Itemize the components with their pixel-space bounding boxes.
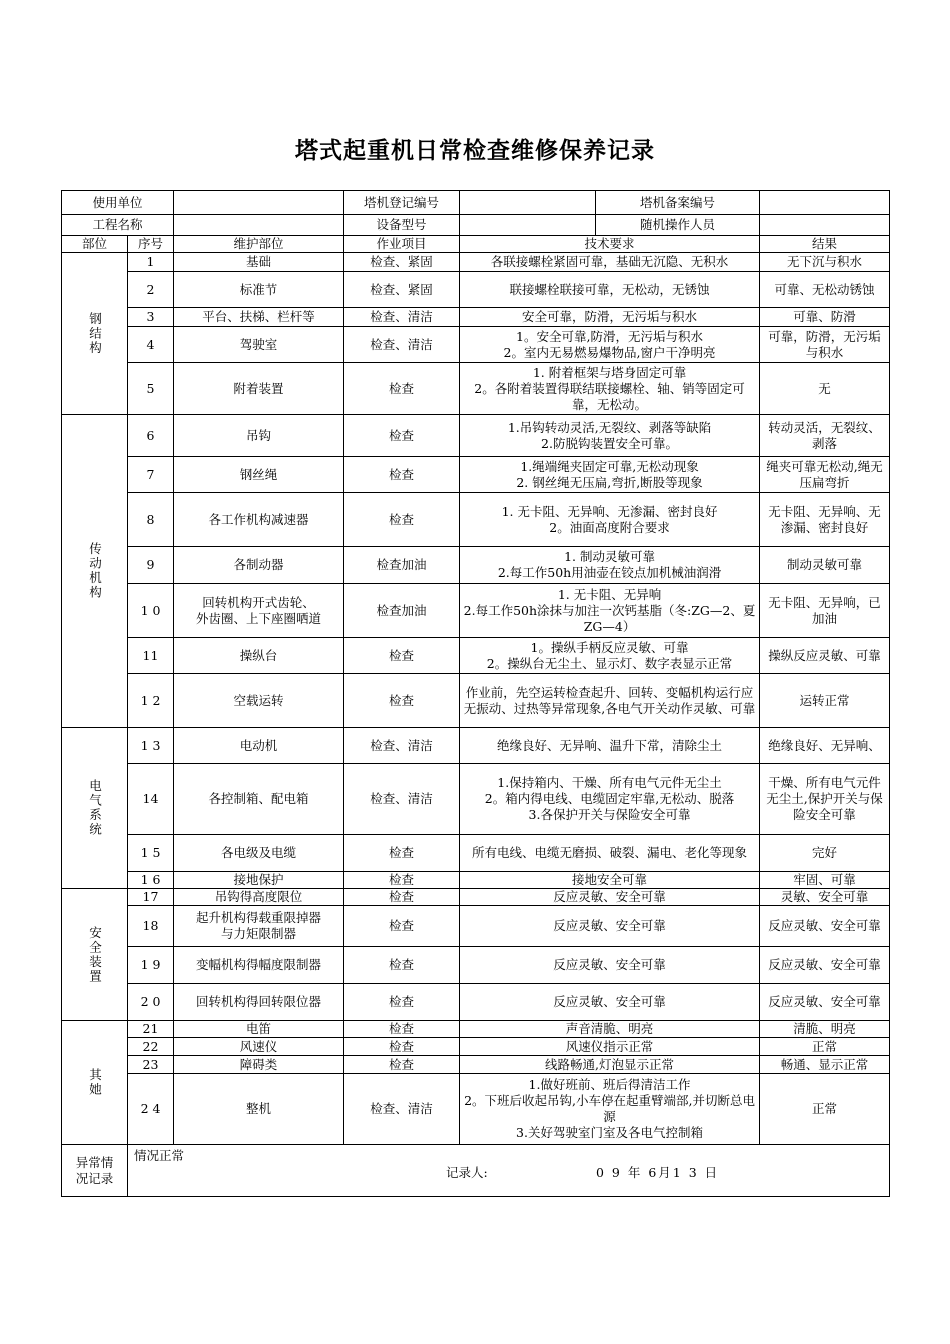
row-job: 检查 — [344, 947, 460, 984]
row-no: 2 4 — [128, 1074, 174, 1145]
row-req: 1。操纵手柄反应灵敏、可靠 — [530, 639, 689, 655]
row-no: 2 0 — [128, 984, 174, 1021]
row-result: 可靠，防滑，无污垢与积水 — [768, 328, 881, 360]
row-no: 11 — [128, 638, 174, 674]
row-result: 牢固、可靠 — [793, 872, 856, 887]
row-part: 吊钩 — [246, 427, 272, 443]
row-job: 检查、清洁 — [344, 728, 460, 764]
row-part: 钢丝绳 — [239, 466, 278, 482]
row-req: 2。油面高度附合要求 — [549, 519, 670, 535]
row-result: 正常 — [812, 1101, 838, 1116]
row-part: 整机 — [246, 1101, 272, 1116]
row-req: 声音清脆、明亮 — [565, 1021, 654, 1036]
row-req: 3.关好驾驶室门室及各电气控制箱 — [516, 1125, 703, 1140]
row-req: 反应灵敏、安全可靠 — [553, 889, 666, 904]
row-req: 2.每工作50h用油壶在铰点加机械油润滑 — [497, 565, 722, 580]
row-part: 外齿圈、上下座圈哂道 — [196, 610, 322, 626]
row-part: 吊钩得高度限位 — [214, 889, 303, 904]
row-no: 5 — [128, 363, 174, 415]
row-part: 与力矩限制器 — [221, 926, 297, 941]
row-req: 所有电线、电缆无磨损、破裂、漏电、老化等现象 — [472, 845, 748, 860]
row-result: 干燥、所有电气元件无尘土,保护开关与保险安全可靠 — [766, 775, 883, 822]
row-part: 各制动器 — [233, 557, 284, 572]
row-no: 8 — [128, 493, 174, 547]
row-part: 驾驶室 — [239, 336, 278, 352]
row-part: 平台、扶梯、栏杆等 — [202, 309, 315, 324]
row-job: 检查 — [344, 1038, 460, 1056]
row-req: 2。下班后收起吊钩,小车停在起重臂端部,并切断总电源 — [464, 1093, 755, 1124]
row-part: 各工作机构减速器 — [208, 511, 309, 527]
row-part: 变幅机构得幅度限制器 — [196, 957, 322, 972]
row-part: 基础 — [246, 254, 272, 269]
filing-no-label: 塔机备案编号 — [640, 195, 716, 210]
row-no: 1 5 — [128, 835, 174, 872]
recorder-label: 记录人: — [446, 1164, 488, 1180]
row-job: 检查 — [344, 363, 460, 415]
maintenance-record-table — [61, 190, 890, 1197]
row-result: 反应灵敏、安全可靠 — [768, 918, 881, 933]
row-no: 6 — [128, 415, 174, 457]
row-result: 无卡阻、无异响、无渗漏、密封良好 — [768, 503, 881, 535]
row-job: 检查、清洁 — [344, 327, 460, 363]
row-req: 1。安全可靠,防滑，无污垢与积水 — [516, 328, 703, 344]
table-row — [62, 1074, 890, 1145]
row-part: 风速仪 — [239, 1038, 278, 1054]
row-req: 3.各保护开关与保险安全可靠 — [528, 807, 691, 822]
row-req: 作业前，先空运转检查起升、回转、变幅机构运行应无振动、过热等异常现象,各电气开关动作灵敏、可靠 — [463, 684, 756, 716]
row-part: 各控制箱、配电箱 — [208, 791, 309, 806]
row-no: 23 — [128, 1056, 174, 1074]
row-job: 检查加油 — [344, 584, 460, 638]
row-req: 1.绳端绳夹固定可靠,无松动现象 — [520, 458, 699, 474]
row-req: 接地安全可靠 — [572, 872, 648, 887]
row-no: 1 0 — [128, 584, 174, 638]
table-row — [62, 415, 890, 457]
row-no: 4 — [128, 327, 174, 363]
row-no: 22 — [128, 1038, 174, 1056]
row-no: 14 — [128, 764, 174, 835]
table-row — [62, 1056, 890, 1074]
operator-value[interactable] — [760, 215, 890, 236]
row-no: 3 — [128, 308, 174, 327]
row-no: 9 — [128, 547, 174, 584]
row-no: 1 2 — [128, 674, 174, 728]
row-job: 检查、清洁 — [344, 1074, 460, 1145]
table-row — [62, 638, 890, 674]
row-req: 1.做好班前、班后得清洁工作 — [528, 1077, 691, 1092]
table-row — [62, 272, 890, 308]
row-result: 反应灵敏、安全可靠 — [768, 957, 881, 972]
section-electrical: 电气系统 — [62, 728, 128, 889]
row-job: 检查 — [344, 415, 460, 457]
row-part: 各电级及电缆 — [221, 845, 297, 860]
unit-label: 使用单位 — [62, 191, 174, 215]
row-result: 畅通、显示正常 — [780, 1056, 869, 1072]
header-job: 作业项目 — [344, 236, 460, 253]
row-result: 运转正常 — [799, 692, 850, 708]
abnormal-status[interactable]: 情况正常 — [134, 1147, 185, 1163]
row-no: 18 — [128, 906, 174, 947]
header-no: 序号 — [128, 236, 174, 253]
row-no: 1 6 — [128, 872, 174, 889]
row-part: 电笛 — [246, 1021, 272, 1036]
row-part: 附着装置 — [233, 380, 284, 396]
section-other: 其她 — [62, 1021, 128, 1145]
row-req: 2。室内无易燃易爆物品,窗户干净明亮 — [503, 344, 716, 360]
table-row — [62, 457, 890, 493]
operator-label: 随机操作人员 — [640, 217, 716, 232]
row-req: 2.防脱钩装置安全可靠。 — [541, 435, 678, 451]
row-result: 可靠、无松动锈蚀 — [774, 281, 875, 297]
row-result: 绝缘良好、无异响、 — [768, 737, 881, 753]
table-row — [62, 906, 890, 947]
row-req: 1. 附着框架与塔身固定可靠 — [532, 364, 687, 380]
reg-no-value[interactable] — [460, 191, 596, 214]
row-job: 检查 — [344, 638, 460, 674]
row-req: 2。各附着装置得联结联接螺栓、轴、销等固定可靠，无松动。 — [474, 380, 745, 412]
project-value[interactable] — [174, 215, 344, 236]
row-req: 1.保持箱内、干燥、所有电气元件无尘土 — [497, 775, 722, 790]
row-job: 检查 — [344, 1056, 460, 1074]
row-job: 检查 — [344, 674, 460, 728]
row-result: 灵敏、安全可靠 — [780, 889, 869, 904]
row-job: 检查 — [344, 889, 460, 906]
row-result: 绳夹可靠无松动,绳无压扁弯折 — [766, 458, 883, 490]
row-req: 绝缘良好、无异响、温升下常，清除尘土 — [497, 737, 723, 753]
row-job: 检查 — [344, 984, 460, 1021]
row-part: 回转机构开式齿轮、 — [202, 594, 315, 610]
row-job: 检查、清洁 — [344, 308, 460, 327]
table-row — [62, 872, 890, 889]
table-row — [62, 1038, 890, 1056]
header-part: 维护部位 — [174, 236, 344, 253]
row-job: 检查 — [344, 1021, 460, 1038]
page-title: 塔式起重机日常检查维修保养记录 — [295, 138, 655, 164]
table-row — [62, 947, 890, 984]
table-row — [62, 728, 890, 764]
section-transmission: 传动机构 — [62, 415, 128, 728]
row-part: 回转机构得回转限位器 — [196, 994, 322, 1009]
header-req: 技术要求 — [460, 236, 760, 253]
model-value[interactable] — [460, 215, 596, 235]
section-steel: 钢结构 — [62, 253, 128, 415]
row-job: 检查加油 — [344, 547, 460, 584]
footer-row — [62, 1145, 890, 1197]
row-result: 制动灵敏可靠 — [787, 557, 863, 572]
row-req: 风速仪指示正常 — [565, 1038, 654, 1054]
row-req: 1. 无卡阻、无异响、无渗漏、密封良好 — [501, 503, 718, 519]
table-row — [62, 584, 890, 638]
row-part: 起升机构得载重限掉器 — [196, 910, 322, 925]
row-req: 1.吊钩转动灵活,无裂纹、剥落等缺陷 — [507, 419, 712, 435]
row-job: 检查 — [344, 835, 460, 872]
row-part: 操纵台 — [239, 647, 278, 663]
model-label: 设备型号 — [344, 215, 460, 236]
table-row — [62, 1021, 890, 1038]
row-req: 反应灵敏、安全可靠 — [553, 918, 666, 933]
header-row — [62, 236, 890, 253]
row-part: 接地保护 — [233, 872, 284, 887]
table-row — [62, 984, 890, 1021]
table-row — [62, 547, 890, 584]
row-part: 标准节 — [239, 281, 278, 297]
table-row — [62, 889, 890, 906]
row-no: 1 3 — [128, 728, 174, 764]
row-no: 2 — [128, 272, 174, 308]
filing-no-value[interactable] — [760, 191, 890, 215]
row-job: 检查 — [344, 457, 460, 493]
row-part: 空载运转 — [233, 692, 284, 708]
row-job: 检查、紧固 — [344, 272, 460, 308]
row-result: 转动灵活，无裂纹、剥落 — [768, 419, 881, 451]
table-row — [62, 308, 890, 327]
project-label: 工程名称 — [62, 215, 174, 236]
row-no: 1 9 — [128, 947, 174, 984]
row-result: 正常 — [812, 1038, 838, 1054]
row-job: 检查 — [344, 906, 460, 947]
row-part: 障碍类 — [239, 1056, 278, 1072]
row-result: 无卡阻、无异响，已加油 — [768, 594, 881, 626]
row-result: 可靠、防滑 — [793, 309, 856, 324]
row-req: 2。箱内得电线、电缆固定牢靠,无松动、脱落 — [484, 791, 735, 806]
row-req: 1. 制动灵敏可靠 — [564, 549, 655, 564]
row-part: 电动机 — [239, 737, 278, 753]
header-result: 结果 — [760, 236, 890, 253]
row-no: 1 — [128, 253, 174, 272]
table-row — [62, 363, 890, 415]
row-result: 无下沉与积水 — [787, 254, 863, 269]
row-no: 17 — [128, 889, 174, 906]
row-result: 清脆、明亮 — [793, 1021, 856, 1036]
row-result: 操纵反应灵敏、可靠 — [768, 647, 881, 663]
table-row — [62, 674, 890, 728]
abnormal-record-label: 异常情况记录 — [62, 1145, 128, 1197]
table-row — [62, 327, 890, 363]
table-row — [62, 253, 890, 272]
row-req: 2。操纵台无尘土、显示灯、数字表显示正常 — [486, 655, 733, 671]
row-job: 检查 — [344, 872, 460, 889]
header-section: 部位 — [62, 236, 128, 253]
row-req: 2.每工作50h涂抹与加注一次钙基脂（冬:ZG—2、夏ZG—4） — [463, 602, 756, 634]
row-req: 各联接螺栓紧固可靠，基础无沉隐、无积水 — [490, 254, 729, 269]
row-job: 检查、紧固 — [344, 253, 460, 272]
row-no: 21 — [128, 1021, 174, 1038]
row-result: 无 — [818, 380, 831, 396]
row-req: 2. 钢丝绳无压扁,弯折,断股等现象 — [516, 474, 703, 490]
row-job: 检查 — [344, 493, 460, 547]
section-safety: 安全装置 — [62, 889, 128, 1021]
row-req: 安全可靠，防滑，无污垢与积水 — [522, 309, 698, 324]
reg-no-label: 塔机登记编号 — [344, 191, 460, 215]
row-req: 联接螺栓联接可靠，无松动，无锈蚀 — [509, 281, 710, 297]
unit-value[interactable] — [174, 191, 344, 215]
row-req: 反应灵敏、安全可靠 — [553, 994, 666, 1009]
row-req: 1. 无卡阻、无异响 — [557, 586, 662, 602]
table-row — [62, 493, 890, 547]
row-req: 反应灵敏、安全可靠 — [553, 957, 666, 972]
row-result: 反应灵敏、安全可靠 — [768, 994, 881, 1009]
table-row — [62, 835, 890, 872]
row-req: 线路畅通,灯泡显示正常 — [545, 1056, 674, 1072]
row-no: 7 — [128, 457, 174, 493]
row-result: 完好 — [812, 845, 838, 860]
row-job: 检查、清洁 — [344, 764, 460, 835]
record-date[interactable]: 0 9 年 6月1 3 日 — [596, 1164, 720, 1180]
table-row — [62, 764, 890, 835]
